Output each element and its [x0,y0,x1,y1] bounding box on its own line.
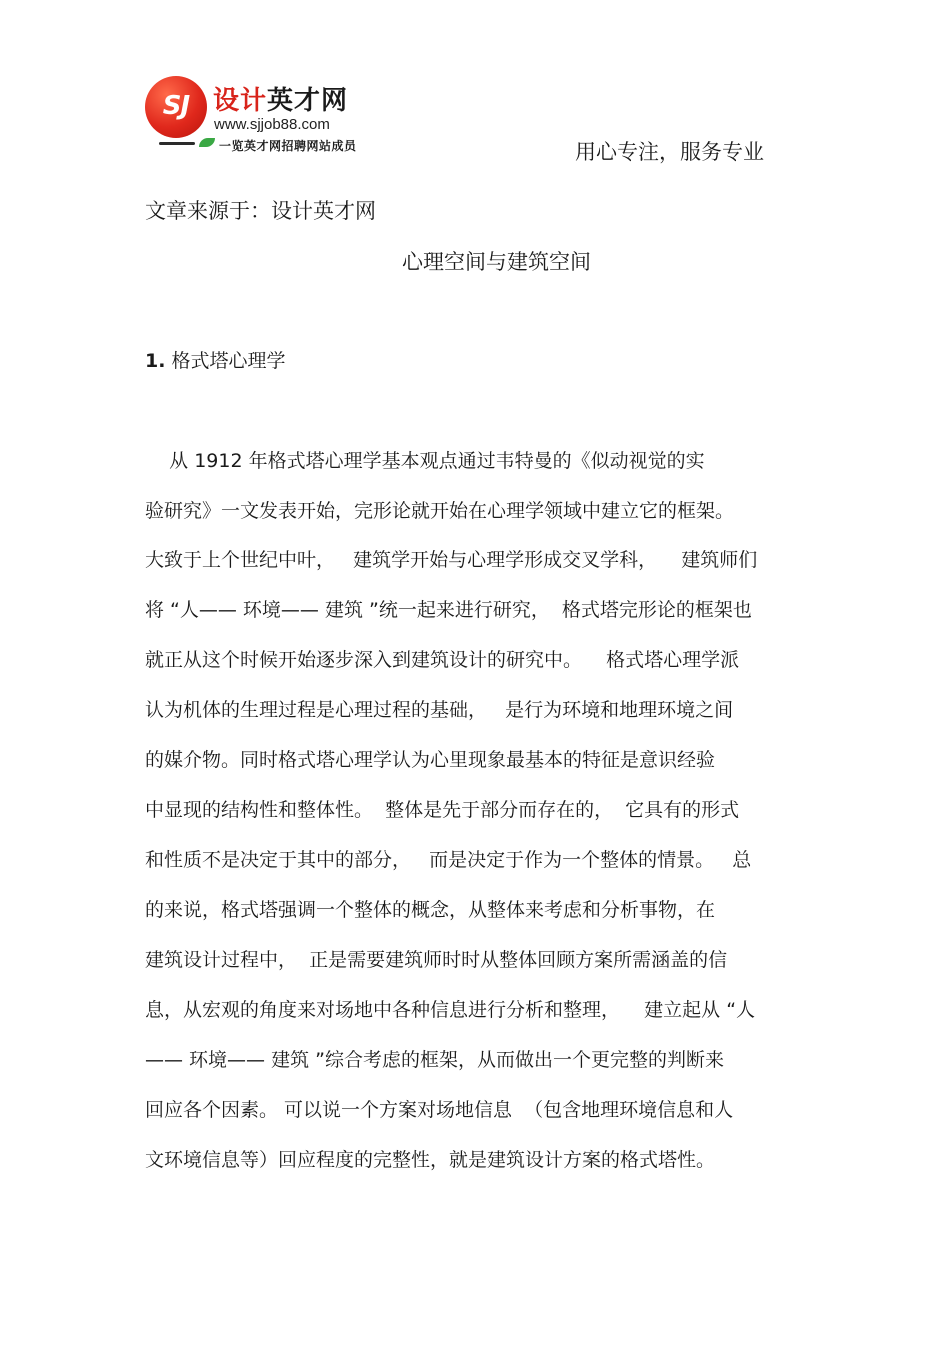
body-line: 和性质不是决定于其中的部分， 而是决定于作为一个整体的情景。 总 [145,849,752,871]
section-heading [145,346,285,373]
leaf-icon [199,138,215,147]
body-line: 将 “人—— 环境—— 建筑 ”统一起来进行研究， 格式塔完形论的框架也 [145,599,752,621]
logo-badge-text: SJ [162,91,190,121]
body-line: 就正从这个时候开始逐步深入到建筑设计的研究中。 格式塔心理学派 [145,649,740,671]
logo-badge-icon [145,76,207,138]
logo-slogan: 一览英才网招聘网站成员 [219,139,357,153]
logo-name-dark: 英才网 [267,86,349,116]
logo-name-red: 设计 [213,86,268,116]
body-line: 的来说，格式塔强调一个整体的概念，从整体来考虑和分析事物，在 [145,899,716,921]
body-line: 息，从宏观的角度来对场地中各种信息进行分析和整理， 建立起从 “人 [145,999,756,1021]
article-title: 心理空间与建筑空间 [402,250,591,274]
body-line: 的媒介物。同时格式塔心理学认为心里现象最基本的特征是意识经验 [145,749,716,771]
body-line: 验研究》一文发表开始，完形论就开始在心理学领域中建立它的框架。 [145,500,735,522]
logo-name [213,80,348,117]
article-source: 文章来源于：设计英才网 [145,199,376,223]
logo-url: www.sjjob88.com [214,116,330,133]
body-line: —— 环境—— 建筑 ”综合考虑的框架，从而做出一个更完整的判断来 [145,1049,724,1071]
body-line: 认为机体的生理过程是心理过程的基础， 是行为环境和地理环境之间 [145,699,734,721]
body-line: 中显现的结构性和整体性。 整体是先于部分而存在的， 它具有的形式 [145,799,740,821]
header-motto: 用心专注，服务专业 [575,140,764,164]
body-line: 大致于上个世纪中叶， 建筑学开始与心理学形成交叉学科， 建筑师们 [145,549,758,571]
logo-swoosh-icon [159,142,195,145]
body-line: 文环境信息等）回应程度的完整性，就是建筑设计方案的格式塔性。 [145,1149,716,1171]
site-logo[interactable] [145,74,395,160]
section-heading-text: 格式塔心理学 [171,350,286,372]
section-number: 1. [145,350,166,372]
body-line: 从 1912 年格式塔心理学基本观点通过韦特曼的《似动视觉的实 [145,450,705,472]
body-line: 建筑设计过程中， 正是需要建筑师时时从整体回顾方案所需涵盖的信 [145,949,728,971]
body-line: 回应各个因素。 可以说一个方案对场地信息 （包含地理环境信息和人 [145,1099,734,1121]
